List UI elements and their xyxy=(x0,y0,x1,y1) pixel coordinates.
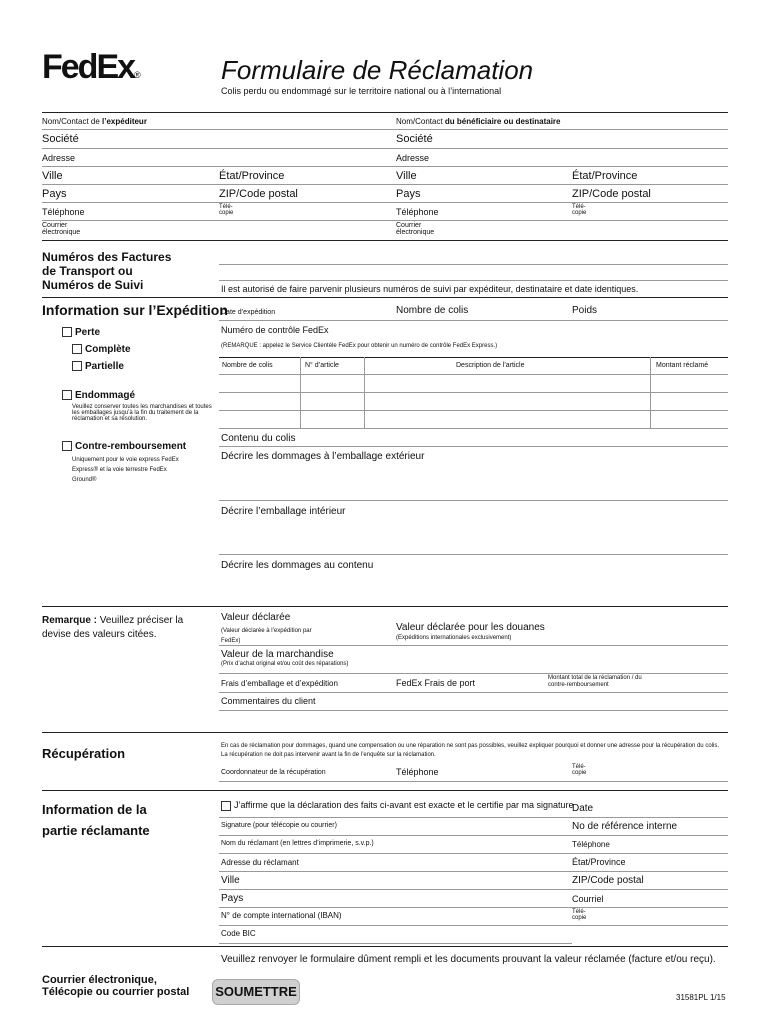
claimant-zip-field[interactable]: ZIP/Code postal xyxy=(572,875,644,886)
remark: Remarque : Veuillez préciser la devise des valeurs citées. xyxy=(42,615,184,640)
shipper-company-field[interactable]: Société xyxy=(42,133,79,145)
control-note: (REMARQUE : appelez le Service Clientèle FedEx pour obtenir un numéro de contrôle FedEx Express.) xyxy=(221,343,498,349)
shipper-heading: Nom/Contact de l’expéditeur xyxy=(42,117,147,126)
endommage-option[interactable]: Endommagé xyxy=(62,390,135,401)
claimant-country-field[interactable]: Pays xyxy=(221,893,244,904)
bic-field[interactable]: Code BIC xyxy=(221,929,256,938)
shipper-fax-field[interactable]: Télé-copie xyxy=(219,204,234,216)
declared-value-note: (Valeur déclarée à l’expédition par FedEx) xyxy=(221,628,312,644)
tracking-label: Numéros des Factures de Transport ou Numéros de Suivi xyxy=(42,250,172,292)
declared-value-field[interactable]: Valeur déclarée xyxy=(221,612,291,623)
internal-ref-field[interactable]: No de référence interne xyxy=(572,821,678,832)
shipment-label: Information sur l’Expédition xyxy=(42,302,228,318)
table-header-packages: Nombre de colis xyxy=(222,362,273,369)
ship-date-field[interactable]: Date d’expédition xyxy=(221,309,276,316)
recipient-email-field[interactable]: Courrier électronique xyxy=(396,222,435,236)
endommage-note: Veuillez conserver toutes les marchandises et toutes les emballages jusqu’à la fin du traitement de la réclamation et sa résolution. xyxy=(72,404,212,422)
recipient-address-field[interactable]: Adresse xyxy=(396,153,430,163)
claimant-name-field[interactable]: Nom du réclamant (en lettres d’imprimerie, s.v.p.) xyxy=(221,840,374,847)
footer-instruction: Veuillez renvoyer le formulaire dûment rempli et les documents prouvant la valeur réclamée (facture et/ou reçu). xyxy=(221,954,716,965)
shipper-country-field[interactable]: Pays xyxy=(42,188,67,200)
endommage-checkbox[interactable] xyxy=(62,390,72,400)
claimant-fax-field[interactable]: Télé-copie xyxy=(572,909,587,921)
contents-field[interactable]: Contenu du colis xyxy=(221,433,296,444)
customer-comments-field[interactable]: Commentaires du client xyxy=(221,696,316,706)
recovery-label: Récupération xyxy=(42,746,126,761)
shipper-city-field[interactable]: Ville xyxy=(42,170,63,182)
partielle-checkbox[interactable] xyxy=(72,361,82,371)
page-subtitle: Colis perdu ou endommagé sur le territoire national ou à l’international xyxy=(221,86,502,96)
recipient-zip-field[interactable]: ZIP/Code postal xyxy=(572,188,651,200)
customs-value-field[interactable]: Valeur déclarée pour les douanes xyxy=(396,622,545,633)
cod-note: Uniquement pour le voie express FedEx Express® et la voie terrestre FedEx Ground® xyxy=(72,457,179,483)
table-header-description: Description de l’article xyxy=(456,362,525,369)
perte-checkbox[interactable] xyxy=(62,327,72,337)
table-header-amount: Montant réclamé xyxy=(656,362,709,369)
send-methods-label: Courrier électronique, Télécopie ou courrier postal xyxy=(42,974,190,998)
shipper-phone-field[interactable]: Téléphone xyxy=(42,207,85,217)
recipient-fax-field[interactable]: Télé-copie xyxy=(572,204,587,216)
recipient-heading: Nom/Contact du bénéficiaire ou destinataire xyxy=(396,117,561,126)
affirm-checkbox[interactable] xyxy=(221,801,231,811)
recovery-contact-field[interactable]: Coordonnateur de la récupération xyxy=(221,769,326,776)
recipient-state-field[interactable]: État/Province xyxy=(572,170,638,182)
shipper-email-field[interactable]: Courrier électronique xyxy=(42,222,81,236)
partielle-option[interactable]: Partielle xyxy=(72,361,124,372)
claimant-label: Information de la partie réclamante xyxy=(42,802,150,838)
fedex-logo xyxy=(42,48,141,87)
logo-text: FedEx xyxy=(42,48,135,86)
complete-checkbox[interactable] xyxy=(72,344,82,354)
page-title: Formulaire de Réclamation xyxy=(221,55,534,85)
packing-fees-field[interactable]: Frais d’emballage et d’expédition xyxy=(221,679,338,688)
claimant-state-field[interactable]: État/Province xyxy=(572,857,626,867)
iban-field[interactable]: N° de compte international (IBAN) xyxy=(221,911,342,920)
inner-damage-field[interactable]: Décrire l’emballage intérieur xyxy=(221,506,346,517)
claimant-address-field[interactable]: Adresse du réclamant xyxy=(221,858,299,867)
recipient-country-field[interactable]: Pays xyxy=(396,188,421,200)
merch-value-field[interactable]: Valeur de la marchandise xyxy=(221,649,334,660)
perte-option[interactable]: Perte xyxy=(62,327,100,338)
table-header-article: N° d’article xyxy=(305,362,339,369)
customs-value-note: (Expéditions internationales exclusivement) xyxy=(396,635,512,641)
merch-value-note: (Prix d’achat original et/ou coût des réparations) xyxy=(221,661,349,667)
recipient-company-field[interactable]: Société xyxy=(396,133,433,145)
submit-button[interactable]: SOUMETTRE xyxy=(212,979,300,1005)
recovery-phone-field[interactable]: Téléphone xyxy=(396,767,439,777)
shipper-state-field[interactable]: État/Province xyxy=(219,170,285,182)
claimant-city-field[interactable]: Ville xyxy=(221,875,240,886)
recipient-city-field[interactable]: Ville xyxy=(396,170,417,182)
control-number-field[interactable]: Numéro de contrôle FedEx xyxy=(221,325,329,335)
outer-damage-field[interactable]: Décrire les dommages à l’emballage extérieur xyxy=(221,451,425,462)
logo-mark: ® xyxy=(134,70,141,80)
content-damage-field[interactable]: Décrire les dommages au contenu xyxy=(221,560,374,571)
claimant-phone-field[interactable]: Téléphone xyxy=(572,840,610,849)
recovery-note: En cas de réclamation pour dommages, quand une compensation ou une réparation ne sont pas possibles, veuillez expliquer pourquoi et donner une adresse pour la récupération du colis. La récupération ne doit pas intervenir avant la fin de l’enquête sur la réclamation. xyxy=(221,743,719,758)
weight-field[interactable]: Poids xyxy=(572,305,598,316)
claimant-email-field[interactable]: Courriel xyxy=(572,894,604,904)
freight-fees-field[interactable]: FedEx Frais de port xyxy=(396,678,476,688)
shipper-zip-field[interactable]: ZIP/Code postal xyxy=(219,188,298,200)
form-code: 31581PL 1/15 xyxy=(676,993,726,1002)
total-claim-field[interactable]: Montant total de la réclamation / du contre-remboursement xyxy=(548,675,642,688)
recipient-phone-field[interactable]: Téléphone xyxy=(396,207,439,217)
affirm-option[interactable]: J’affirme que la déclaration des faits ci-avant est exacte et le certifie par ma signature xyxy=(221,800,574,811)
num-packages-field[interactable]: Nombre de colis xyxy=(396,305,469,316)
cod-checkbox[interactable] xyxy=(62,441,72,451)
recovery-fax-field[interactable]: Télé-copie xyxy=(572,764,587,776)
cod-option[interactable]: Contre-remboursement xyxy=(62,441,186,452)
claim-date-field[interactable]: Date xyxy=(572,803,594,814)
signature-field[interactable]: Signature (pour télécopie ou courrier) xyxy=(221,822,337,829)
shipper-address-field[interactable]: Adresse xyxy=(42,153,76,163)
complete-option[interactable]: Complète xyxy=(72,344,131,355)
tracking-note: Il est autorisé de faire parvenir plusieurs numéros de suivi par expéditeur, destinataire et date identiques. xyxy=(221,284,639,294)
